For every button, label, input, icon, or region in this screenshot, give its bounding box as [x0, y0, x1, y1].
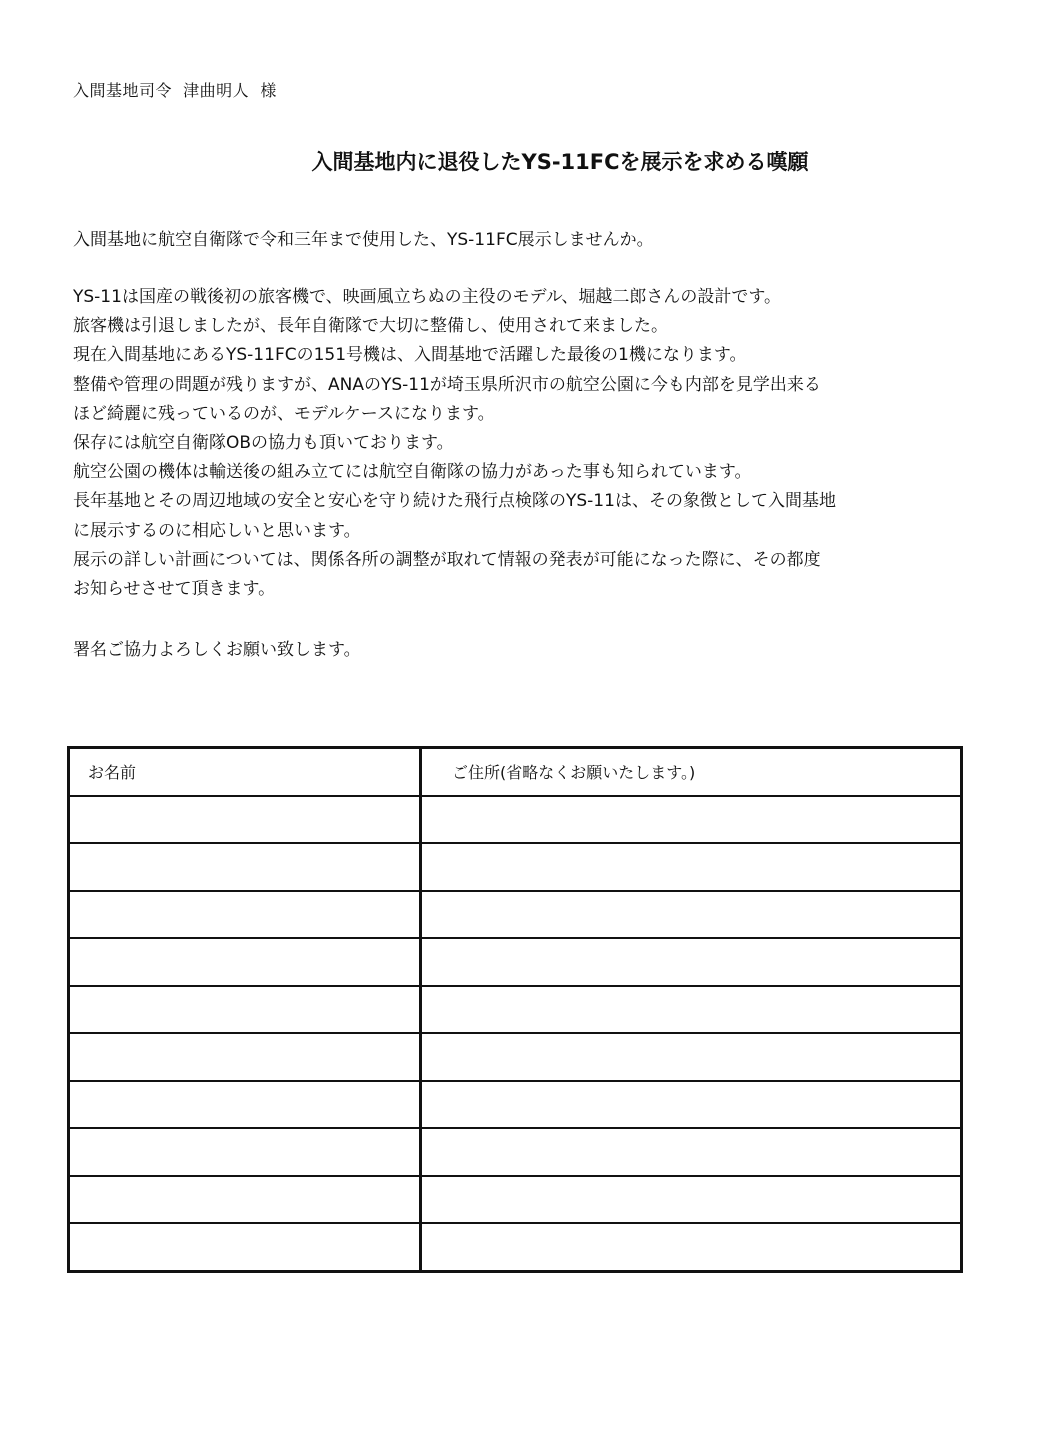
- body-line: 展示の詳しい計画については、関係各所の調整が取れて情報の発表が可能になった際に、その都度: [73, 549, 821, 570]
- table-row: [69, 1176, 962, 1224]
- address-cell[interactable]: [421, 1081, 962, 1129]
- name-cell[interactable]: [69, 1176, 421, 1224]
- address-cell[interactable]: [421, 1176, 962, 1224]
- address-cell[interactable]: [421, 1223, 962, 1271]
- table-row: [69, 1081, 962, 1129]
- page-title: 入間基地内に退役したYS-11FCを展示を求める嘆願: [311, 150, 809, 174]
- name-cell[interactable]: [69, 938, 421, 986]
- column-header-address: ご住所(省略なくお願いたします。): [421, 748, 962, 796]
- body-line: お知らせさせて頂きます。: [73, 579, 276, 600]
- body-line: 保存には航空自衛隊OBの協力も頂いております。: [73, 433, 454, 454]
- signature-table: [67, 746, 963, 1273]
- table-row: [69, 891, 962, 939]
- table-row: [69, 1033, 962, 1081]
- body-line: ほど綺麗に残っているのが、モデルケースになります。: [73, 403, 495, 424]
- address-cell[interactable]: [421, 843, 962, 891]
- name-cell[interactable]: [69, 986, 421, 1034]
- table-row: [69, 1128, 962, 1176]
- name-cell[interactable]: [69, 1223, 421, 1271]
- address-cell[interactable]: [421, 891, 962, 939]
- table-row: [69, 796, 962, 844]
- closing-line: 署名ご協力よろしくお願い致します。: [73, 640, 361, 660]
- body-line: 整備や管理の問題が残りますが、ANAのYS-11が埼玉県所沢市の航空公園に今も内部を見学出来る: [73, 374, 821, 395]
- address-cell[interactable]: [421, 986, 962, 1034]
- intro-paragraph: 入間基地に航空自衛隊で令和三年まで使用した、YS-11FC展示しませんか。: [73, 230, 654, 250]
- table-row: [69, 1223, 962, 1271]
- name-cell[interactable]: [69, 891, 421, 939]
- name-cell[interactable]: [69, 843, 421, 891]
- name-cell[interactable]: [69, 1081, 421, 1129]
- address-cell[interactable]: [421, 1128, 962, 1176]
- column-header-name: お名前: [69, 748, 421, 796]
- body-paragraph: [73, 283, 973, 604]
- name-cell[interactable]: [69, 796, 421, 844]
- body-line: 現在入間基地にあるYS-11FCの151号機は、入間基地で活躍した最後の1機になります。: [73, 345, 747, 366]
- body-line: 旅客機は引退しましたが、長年自衛隊で大切に整備し、使用されて来ました。: [73, 316, 668, 337]
- body-line: 航空公園の機体は輸送後の組み立てには航空自衛隊の協力があった事も知られています。: [73, 462, 752, 483]
- table-row: [69, 843, 962, 891]
- table-row: [69, 986, 962, 1034]
- body-line: に展示するのに相応しいと思います。: [73, 520, 361, 541]
- body-line: YS-11は国産の戦後初の旅客機で、映画風立ちぬの主役のモデル、堀越二郎さんの設計です。: [73, 287, 782, 307]
- name-cell[interactable]: [69, 1033, 421, 1081]
- address-cell[interactable]: [421, 1033, 962, 1081]
- body-line: 長年基地とその周辺地域の安全と安心を守り続けた飛行点検隊のYS-11は、その象徴として入間基地: [73, 491, 836, 512]
- addressee: 入間基地司令 津曲明人 様: [73, 81, 277, 100]
- name-cell[interactable]: [69, 1128, 421, 1176]
- table-header-row: [69, 748, 962, 796]
- address-cell[interactable]: [421, 938, 962, 986]
- address-cell[interactable]: [421, 796, 962, 844]
- table-row: [69, 938, 962, 986]
